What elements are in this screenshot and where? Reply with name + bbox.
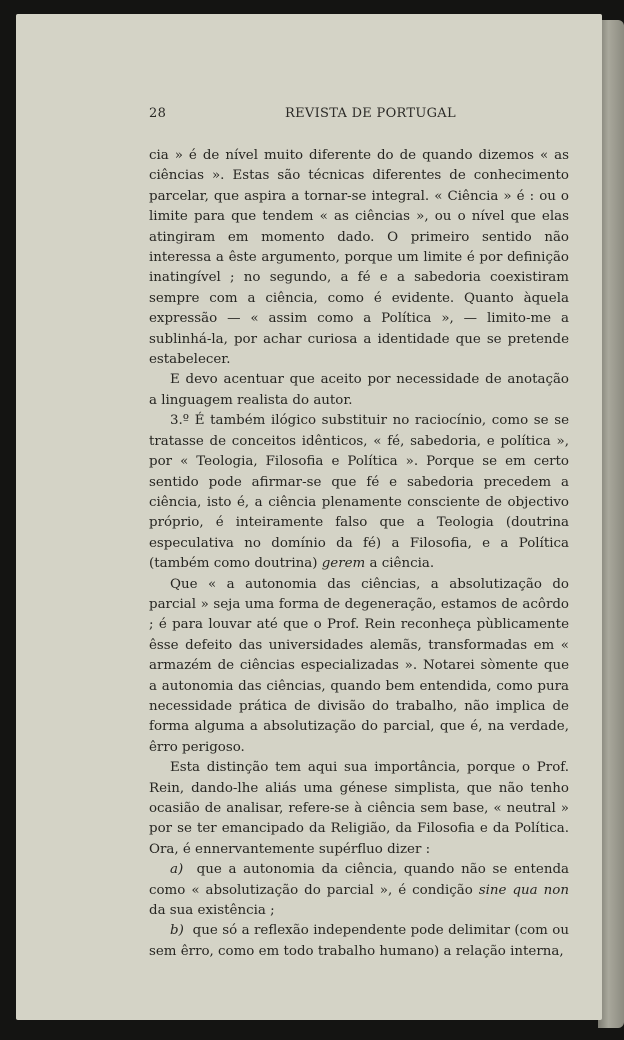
item-text: que a autonomia da ciência, quando não se entenda como « absolutização do parcial », é condição (149, 862, 570, 898)
emphasis: sine qua non (478, 882, 569, 898)
paragraph: cia » é de nível muito diferente do de quando dizemos « as ciências ». Estas são técnicas diferentes de conhecimento parcelar, que aspira a tornar-se integral. « Ciência » é : ou o limite para que tendem « as ciências », ou o nível que elas atingiram em momento dado. O primeiro sentido não interessa a êste argumento, porque um limite é por definição inatingível ; no segundo, a fé e a sabedoria coexistiram sempre com a ciência, como é evidente. Quanto àquela expressão — « assim como a Política », — limito-me a sublinhá-la, por achar curiosa a identidade que se pretende estabelecer. (149, 148, 569, 368)
list-item (149, 860, 569, 921)
item-label: a) (170, 862, 184, 878)
paragraph: Esta distinção tem aqui sua importância, porque o Prof. Rein, dando-lhe aliás uma génese simplista, que não tenho ocasião de analisar, refere-se à ciência sem base, « neutral » por se ter emancipado da Religião, da Filosofia e da Política. Ora, é ennervantemente supérfluo dizer : (149, 760, 569, 857)
item-label: b) (170, 923, 184, 939)
page-number: 28 (149, 106, 167, 121)
running-header (149, 106, 569, 126)
emphasis: gerem (321, 556, 366, 572)
item-text: da sua existência ; (149, 903, 275, 919)
list-item (149, 921, 569, 962)
paragraph-text: a ciência. (369, 556, 435, 572)
paragraph-text: 3.º É também ilógico substituir no raciocínio, como se se tratasse de conceitos idênticos, « fé, sabedoria, e política », por « Teologia, Filosofia e Política ». Porque se em certo sentido pode afirmar-se que fé e sabedoria precedem a ciência, isto é, a ciência plenamente consciente de objectivo próprio, é inteiramente falso que a Teologia (doutrina especulativa no domínio da fé) a Filosofia, e a Política (também como doutrina) (149, 413, 569, 572)
journal-title: REVISTA DE PORTUGAL (285, 106, 456, 121)
item-text: que só a reflexão independente pode delimitar (com ou sem êrro, como em todo trabalho humano) a relação interna, (149, 923, 569, 959)
paragraph: E devo acentuar que aceito por necessidade de anotação a linguagem realista do autor. (149, 372, 569, 408)
paragraph (149, 411, 569, 574)
paragraph: Que « a autonomia das ciências, a absolutização do parcial » seja uma forma de degeneração, estamos de acôrdo ; é para louvar até que o Prof. Rein reconheça pùblicamente êsse defeito das universidades alemãs, transformadas em « armazém de ciências especializadas ». Notarei sòmente que a autonomia das ciências, quando bem entendida, como pura necessidade prática de divisão do trabalho, não implica de forma alguma a absolutização do parcial, que é, na verdade, êrro perigoso. (149, 576, 569, 755)
body-text (149, 146, 569, 962)
